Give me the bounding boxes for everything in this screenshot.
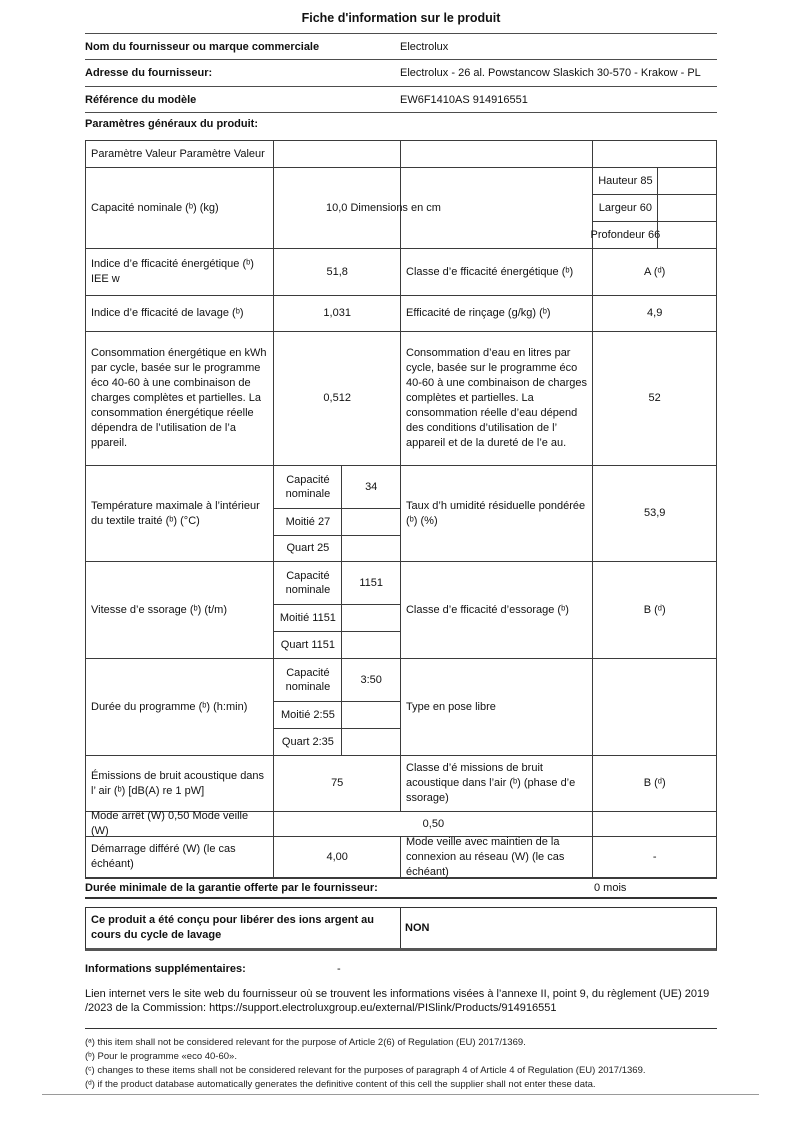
washing-efficiency-row <box>86 295 716 331</box>
model-reference-value: EW6F1410AS 914916551 <box>400 93 528 106</box>
supplier-link-paragraph <box>85 987 717 1015</box>
residual-humidity-label: Taux d’h umidité résiduelle pondérée (ᵇ) (%) <box>400 466 592 561</box>
energy-class-label: Classe d’e fficacité énergétique (ᵇ) <box>400 249 592 295</box>
table-header-row <box>86 141 716 167</box>
additional-info-row <box>85 959 717 979</box>
temp-half-value: Moitié 27 <box>285 515 331 528</box>
page-title: Fiche d'information sur le produit <box>301 11 501 25</box>
spin-speed-subtable <box>273 562 400 658</box>
duration-half-value: Moitié 2:55 <box>281 709 335 721</box>
footnote-b: (ᵇ) Pour le programme «eco 40-60». <box>85 1051 237 1062</box>
dimension-depth-row <box>590 221 716 248</box>
energy-class-value: A (ᵈ) <box>592 249 716 295</box>
dimension-height: Hauteur 85 <box>598 175 653 187</box>
water-consumption-value: 52 <box>592 332 716 465</box>
duration-quarter-value: Quart 2:35 <box>281 736 334 748</box>
water-consumption-label: Consommation d’eau en litres par cycle, basée sur le programme éco 40-60 à une combinaison de charges complètes et partielles. La consommation réelle d’eau dépend des conditions d’utilisation de l’ appareil et de la dureté de l’e au. <box>400 332 592 465</box>
consumption-row <box>86 331 716 465</box>
warranty-value: 0 mois <box>594 882 627 894</box>
supplier-name-label: Nom du fournisseur ou marque commerciale <box>85 40 320 53</box>
spin-half-value: Moitié 1151 <box>279 612 336 624</box>
supplier-address-value: Electrolux - 26 al. Powstancow Slaskich 30-570 - Krakow - PL <box>400 67 701 79</box>
duration-subtable <box>273 659 400 755</box>
iee-value: 51,8 <box>273 249 400 295</box>
residual-humidity-value: 53,9 <box>592 466 716 561</box>
energy-consumption-value: 0,512 <box>273 332 400 465</box>
standby-row <box>86 811 716 836</box>
rinsing-value: 4,9 <box>592 296 716 331</box>
supplier-info-section <box>85 33 717 113</box>
spin-rated-value: 1151 <box>341 562 400 604</box>
dimension-width: Largeur 60 <box>598 202 653 214</box>
installation-type-label: Type en pose libre <box>400 659 592 755</box>
model-reference-label: Référence du modèle <box>85 93 197 106</box>
temp-rated-label: Capacité nominale <box>285 474 331 500</box>
networked-standby-label: Mode veille avec maintien de la connexion au réseau (W) (le cas échéant) <box>400 837 592 877</box>
noise-row <box>86 755 716 811</box>
footnotes <box>85 1036 717 1092</box>
footnote-a: (ᵃ) this item shall not be considered relevant for the purpose of Article 2(6) of Regulation (EU) 2017/1369. <box>85 1037 526 1048</box>
parameters-table <box>85 140 717 879</box>
duration-rated-label: Capacité nominale <box>285 667 331 693</box>
spin-class-label: Classe d’e fficacité d’essorage (ᵇ) <box>400 562 592 658</box>
spin-speed-label: Vitesse d’e ssorage (ᵇ) (t/m) <box>91 603 227 616</box>
max-temperature-label: Température maximale à l’intérieur du textile traité (ᵇ) (°C) <box>91 499 260 527</box>
spin-speed-row <box>86 561 716 658</box>
delay-start-value: 4,00 <box>273 837 400 877</box>
temp-rated-value: 34 <box>341 466 400 508</box>
washing-index-value: 1,031 <box>273 296 400 331</box>
capacity-label: Capacité nominale (ᵇ) (kg) <box>91 201 219 214</box>
warranty-label: Durée minimale de la garantie offerte par le fournisseur: <box>85 882 378 894</box>
capacity-row <box>86 167 716 248</box>
noise-label: Émissions de bruit acoustique dans l’ air (ᵇ) [dB(A) re 1 pW] <box>91 769 265 797</box>
silver-ions-row <box>85 907 717 951</box>
noise-class-value: B (ᵈ) <box>592 756 716 811</box>
standby-label: Mode arrêt (W) 0,50 Mode veille (W) <box>91 810 249 837</box>
dimension-width-row <box>593 194 716 221</box>
duration-label: Durée du programme (ᵇ) (h:min) <box>91 700 248 713</box>
model-reference-row <box>85 87 717 113</box>
installation-type-value <box>592 659 716 755</box>
footnote-c: (ᶜ) changes to these items shall not be considered relevant for the purposes of paragraph 4 of Article 4 of Regulation (EU) 2017/1369. <box>85 1065 646 1076</box>
temp-quarter-value: Quart 25 <box>286 542 330 555</box>
iee-label: Indice d’e fficacité énergétique (ᵇ) IEE w <box>91 258 254 285</box>
warranty-row <box>85 879 717 899</box>
table-header-cell: Paramètre Valeur Paramètre Valeur <box>91 147 265 160</box>
supplier-address-label: Adresse du fournisseur: <box>85 67 213 79</box>
networked-standby-value: - <box>592 837 716 877</box>
general-parameters-heading: Paramètres généraux du produit: <box>85 118 258 130</box>
spin-rated-label: Capacité nominale <box>285 570 331 596</box>
washing-index-label: Indice d’e fficacité de lavage (ᵇ) <box>91 307 244 319</box>
silver-ions-value: NON <box>405 922 430 934</box>
supplier-link-line1: Lien internet vers le site web du fournisseur où se trouvent les informations visées à l’annexe II, point 9, du règlement (UE) 2019 <box>85 988 710 1000</box>
energy-efficiency-row <box>86 248 716 295</box>
silver-ions-label: Ce produit a été conçu pour libérer des ions argent au cours du cycle de lavage <box>86 908 401 948</box>
energy-consumption-label: Consommation énergétique en kWh par cycle, basée sur le programme éco 40-60 à une combinaison de charges complètes et partielles. La consommation énergétique réelle dépendra de l’utilisation de l’a ppareil. <box>91 347 267 449</box>
footnotes-separator <box>85 1028 717 1029</box>
delay-start-label: Démarrage différé (W) (le cas échéant) <box>91 843 236 870</box>
noise-value: 75 <box>273 756 400 811</box>
supplier-link-line2: /2023 de la Commission: https://support.electroluxgroup.eu/external/PISlink/Products/914916551 <box>85 1002 557 1014</box>
rinsing-label: Efficacité de rinçage (g/kg) (ᵇ) <box>400 296 592 331</box>
dimension-depth: Profondeur 66 <box>590 229 661 241</box>
footnote-d: (ᵈ) if the product database automatically generates the definitive content of this cell the supplier shall not enter these data. <box>85 1079 596 1090</box>
dimensions-subtable <box>592 168 716 248</box>
noise-class-label: Classe d’é missions de bruit acoustique dans l’air (ᵇ) (phase d’e ssorage) <box>400 756 592 811</box>
supplier-name-row <box>85 34 717 60</box>
spin-class-value: B (ᵈ) <box>592 562 716 658</box>
max-temperature-row <box>86 465 716 561</box>
supplier-name-value: Electrolux <box>400 40 449 53</box>
capacity-value: 10,0 Dimensions en cm <box>326 202 441 214</box>
dimension-height-row <box>593 168 716 194</box>
supplier-address-row <box>85 60 717 87</box>
temperature-subtable <box>273 466 400 561</box>
additional-info-label: Informations supplémentaires: <box>85 963 246 975</box>
programme-duration-row <box>86 658 716 755</box>
standby-value: 0,50 <box>273 812 592 836</box>
additional-info-value: - <box>337 963 341 975</box>
duration-rated-value: 3:50 <box>341 659 400 701</box>
spin-quarter-value: Quart 1151 <box>280 639 336 651</box>
page-bottom-rule <box>42 1094 759 1095</box>
delay-start-row <box>86 836 716 877</box>
